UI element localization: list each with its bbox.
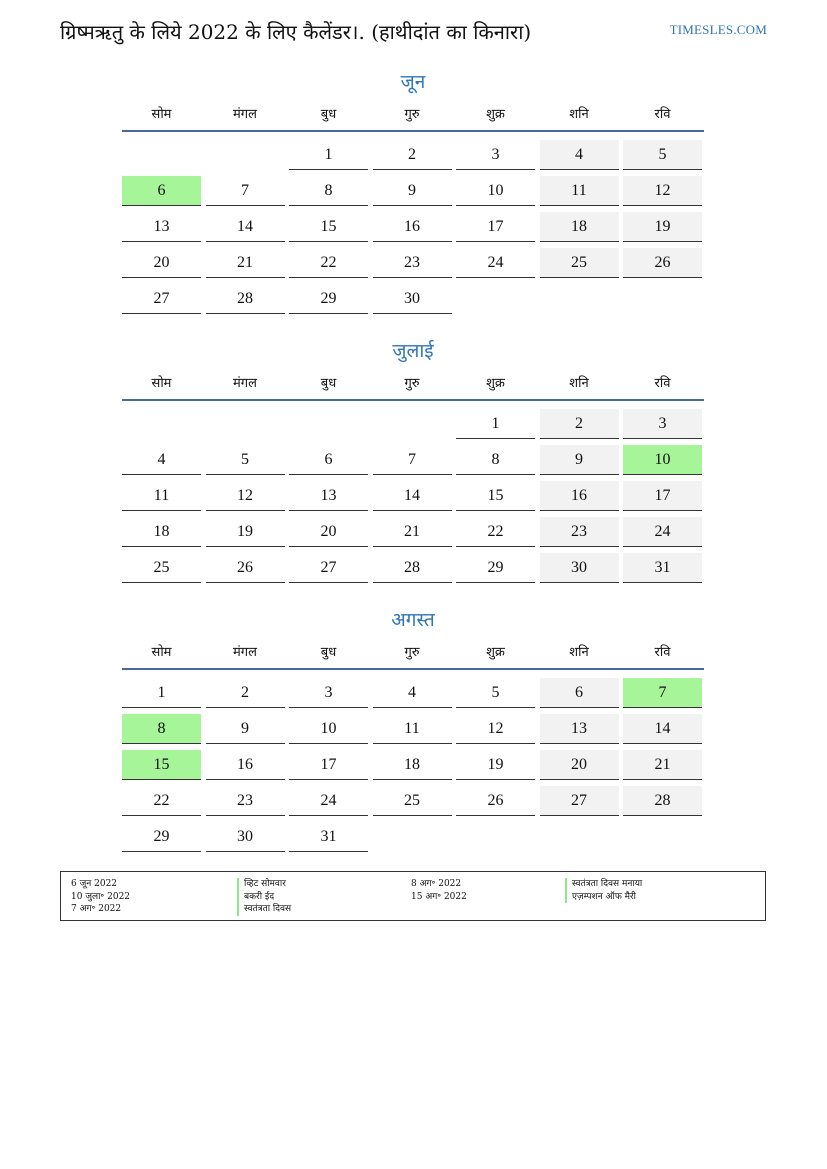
day-cell[interactable]: 16 (206, 750, 285, 780)
day-cell[interactable]: 4 (373, 678, 452, 708)
legend-date: 15 अग॰ 2022 (411, 891, 467, 902)
empty-cell (623, 284, 702, 314)
week-row (122, 136, 704, 172)
day-cell[interactable]: 17 (623, 481, 702, 511)
day-cell[interactable]: 21 (206, 248, 285, 278)
day-cell[interactable]: 29 (289, 284, 368, 314)
day-cell[interactable]: 7 (206, 176, 285, 206)
day-cell[interactable]: 21 (623, 750, 702, 780)
weekday-label: बुध (320, 107, 337, 122)
day-cell[interactable]: 17 (456, 212, 535, 242)
day-cell[interactable]: 6 (289, 445, 368, 475)
holiday-legend (60, 871, 766, 921)
weekday-label: मंगल (233, 645, 257, 660)
day-cell[interactable]: 13 (540, 714, 619, 744)
empty-cell (540, 284, 619, 314)
legend-holiday-name: बकरी ईद (237, 891, 291, 904)
day-cell[interactable]: 22 (122, 786, 201, 816)
day-cell[interactable]: 8 (456, 445, 535, 475)
weekday-label: सोम (151, 107, 172, 122)
empty-cell (373, 822, 452, 852)
day-cell[interactable]: 28 (373, 553, 452, 583)
day-cell[interactable]: 30 (540, 553, 619, 583)
holiday-day-cell[interactable]: 7 (623, 678, 702, 708)
day-cell[interactable]: 3 (456, 140, 535, 170)
day-cell[interactable]: 12 (623, 176, 702, 206)
day-cell[interactable]: 6 (540, 678, 619, 708)
weekday-label: मंगल (233, 376, 257, 391)
day-cell[interactable]: 8 (289, 176, 368, 206)
day-cell[interactable]: 29 (456, 553, 535, 583)
weekday-label: शुक्र (486, 107, 505, 122)
day-cell[interactable]: 31 (289, 822, 368, 852)
week-row (122, 674, 704, 710)
weekday-label: शुक्र (486, 645, 505, 660)
day-cell[interactable]: 25 (373, 786, 452, 816)
day-cell[interactable]: 24 (623, 517, 702, 547)
week-row (122, 280, 704, 316)
week-row (122, 549, 704, 585)
day-cell[interactable]: 3 (289, 678, 368, 708)
day-cell[interactable]: 30 (206, 822, 285, 852)
empty-cell (540, 822, 619, 852)
week-row (122, 405, 704, 441)
weekday-label: शनि (569, 645, 589, 660)
empty-cell (623, 822, 702, 852)
weekday-header (122, 642, 704, 670)
day-cell[interactable]: 24 (456, 248, 535, 278)
day-cell[interactable]: 22 (456, 517, 535, 547)
day-cell[interactable]: 17 (289, 750, 368, 780)
weekday-label: बुध (320, 376, 337, 391)
day-cell[interactable]: 27 (122, 284, 201, 314)
weekday-label: सोम (151, 376, 172, 391)
month-name: जुलाई (392, 340, 434, 362)
day-cell[interactable]: 11 (122, 481, 201, 511)
week-row (122, 441, 704, 477)
holiday-day-cell[interactable]: 15 (122, 750, 201, 780)
day-cell[interactable]: 2 (206, 678, 285, 708)
day-cell[interactable]: 23 (373, 248, 452, 278)
week-row (122, 172, 704, 208)
day-cell[interactable]: 19 (623, 212, 702, 242)
day-cell[interactable]: 15 (289, 212, 368, 242)
day-cell[interactable]: 1 (456, 409, 535, 439)
day-cell[interactable]: 25 (122, 553, 201, 583)
empty-cell (122, 140, 201, 170)
day-cell[interactable]: 27 (540, 786, 619, 816)
day-cell[interactable]: 11 (373, 714, 452, 744)
day-cell[interactable]: 5 (456, 678, 535, 708)
weekday-label: रवि (654, 107, 671, 122)
day-cell[interactable]: 31 (623, 553, 702, 583)
day-cell[interactable]: 3 (623, 409, 702, 439)
day-cell[interactable]: 12 (206, 481, 285, 511)
day-cell[interactable]: 13 (289, 481, 368, 511)
weekday-header (122, 373, 704, 401)
day-cell[interactable]: 14 (206, 212, 285, 242)
weekday-label: शुक्र (486, 376, 505, 391)
day-cell[interactable]: 15 (456, 481, 535, 511)
legend-holiday-name: एज़म्पशन ऑफ मैरी (565, 891, 642, 904)
week-row (122, 782, 704, 818)
day-cell[interactable]: 19 (206, 517, 285, 547)
day-cell[interactable]: 24 (289, 786, 368, 816)
day-cell[interactable]: 18 (540, 212, 619, 242)
day-cell[interactable]: 14 (373, 481, 452, 511)
weekday-label: सोम (151, 645, 172, 660)
day-cell[interactable]: 2 (540, 409, 619, 439)
month-block (122, 606, 704, 854)
week-row (122, 746, 704, 782)
day-cell[interactable]: 10 (289, 714, 368, 744)
day-cell[interactable]: 26 (623, 248, 702, 278)
holiday-day-cell[interactable]: 8 (122, 714, 201, 744)
empty-cell (289, 409, 368, 439)
day-cell[interactable]: 2 (373, 140, 452, 170)
weekday-header (122, 104, 704, 132)
day-cell[interactable]: 1 (122, 678, 201, 708)
legend-holiday-name: स्वतंत्रता दिवस (237, 903, 291, 916)
day-cell[interactable]: 27 (289, 553, 368, 583)
weekday-label: शनि (569, 376, 589, 391)
weekday-label: मंगल (233, 107, 257, 122)
day-cell[interactable]: 26 (206, 553, 285, 583)
day-cell[interactable]: 28 (206, 284, 285, 314)
day-cell[interactable]: 22 (289, 248, 368, 278)
day-cell[interactable]: 23 (206, 786, 285, 816)
legend-date: 7 अग॰ 2022 (71, 904, 122, 914)
month-name: अगस्त (391, 609, 435, 631)
day-cell[interactable]: 20 (122, 248, 201, 278)
day-cell[interactable]: 4 (540, 140, 619, 170)
legend-right-names (565, 878, 642, 903)
day-cell[interactable]: 14 (623, 714, 702, 744)
day-cell[interactable]: 18 (122, 517, 201, 547)
day-cell[interactable]: 7 (373, 445, 452, 475)
day-cell[interactable]: 28 (623, 786, 702, 816)
legend-date: 10 जुला॰ 2022 (71, 891, 131, 902)
legend-left-names (237, 878, 291, 916)
day-cell[interactable]: 23 (540, 517, 619, 547)
legend-right-dates (411, 878, 467, 903)
week-row (122, 710, 704, 746)
day-cell[interactable]: 20 (540, 750, 619, 780)
week-row (122, 477, 704, 513)
legend-date: 6 जून 2022 (71, 879, 118, 889)
empty-cell (206, 409, 285, 439)
weekday-label: रवि (654, 645, 671, 660)
weekday-label: गुरु (404, 107, 420, 122)
week-row (122, 513, 704, 549)
day-cell[interactable]: 19 (456, 750, 535, 780)
day-cell[interactable]: 25 (540, 248, 619, 278)
day-cell[interactable]: 18 (373, 750, 452, 780)
day-cell[interactable]: 16 (373, 212, 452, 242)
day-cell[interactable]: 4 (122, 445, 201, 475)
holiday-day-cell[interactable]: 6 (122, 176, 201, 206)
day-cell[interactable]: 29 (122, 822, 201, 852)
day-cell[interactable]: 26 (456, 786, 535, 816)
empty-cell (373, 409, 452, 439)
weekday-label: गुरु (404, 376, 420, 391)
weekday-label: रवि (654, 376, 671, 391)
empty-cell (456, 822, 535, 852)
week-row (122, 244, 704, 280)
weekday-label: बुध (320, 645, 337, 660)
weekday-label: गुरु (404, 645, 420, 660)
legend-holiday-name: व्हिट सोमवार (237, 878, 291, 891)
page-title: ग्रिष्मऋतु के लिये 2022 के लिए कैलेंडर।. (हाथीदांत का किनारा) (60, 20, 532, 44)
day-cell[interactable]: 12 (456, 714, 535, 744)
month-block (122, 337, 704, 585)
day-cell[interactable]: 13 (122, 212, 201, 242)
day-cell[interactable]: 20 (289, 517, 368, 547)
day-cell[interactable]: 1 (289, 140, 368, 170)
weekday-label: शनि (569, 107, 589, 122)
day-cell[interactable]: 10 (456, 176, 535, 206)
holiday-day-cell[interactable]: 10 (623, 445, 702, 475)
day-cell[interactable]: 9 (206, 714, 285, 744)
day-cell[interactable]: 21 (373, 517, 452, 547)
empty-cell (456, 284, 535, 314)
day-cell[interactable]: 9 (540, 445, 619, 475)
day-cell[interactable]: 5 (623, 140, 702, 170)
month-name: जून (400, 71, 426, 93)
day-cell[interactable]: 5 (206, 445, 285, 475)
site-link[interactable]: TIMESLES.COM (669, 22, 767, 37)
legend-date: 8 अग॰ 2022 (411, 879, 462, 889)
legend-left-dates (71, 878, 130, 916)
week-row (122, 208, 704, 244)
day-cell[interactable]: 30 (373, 284, 452, 314)
month-block (122, 68, 704, 316)
day-cell[interactable]: 16 (540, 481, 619, 511)
day-cell[interactable]: 9 (373, 176, 452, 206)
day-cell[interactable]: 11 (540, 176, 619, 206)
week-row (122, 818, 704, 854)
empty-cell (206, 140, 285, 170)
legend-holiday-name: स्वतंत्रता दिवस मनाया (565, 878, 642, 891)
empty-cell (122, 409, 201, 439)
